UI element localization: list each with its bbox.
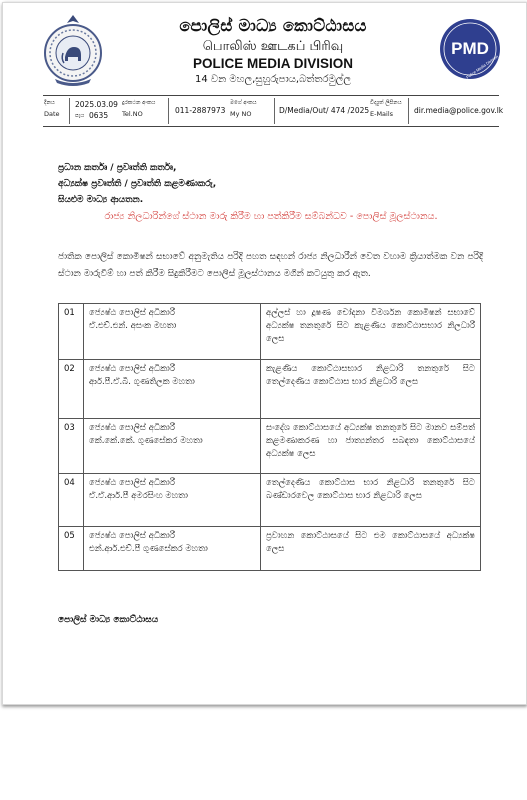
table-row: [59, 419, 481, 474]
officer-name: ඒ.ඒ.ආර්.පී අමරසිංහ මහතා: [89, 491, 188, 501]
assignment-cell: අල්ලස් හා දූෂණ චෝදනා විමර්ශන කොමිෂන් සභාවේ අධ්‍යක්ෂ තනතුරේ සිට කැළණිය කොට්ඨාසභාර නිලධාරී ලෙස: [261, 304, 481, 360]
footer-signature: පොලිස් මාධ්‍ය කොට්ඨාසය: [58, 615, 159, 625]
row-number: 03: [59, 419, 84, 474]
assignment-cell: ප්‍රවාහන කොට්ඨාසයේ සිට එම කොට්ඨාසයේ අධ්‍යක්ෂ ලෙස: [261, 527, 481, 571]
row-number: 05: [59, 527, 84, 571]
officer-rank: ජ්‍යෙෂ්ඨ පොලිස් අධිකාරී: [89, 423, 175, 433]
email-value: dir.media@police.gov.lk: [414, 106, 504, 115]
tel-label-en: Tel.NO: [122, 110, 143, 118]
tel-value: 011-2887973: [175, 106, 226, 115]
email-label-en: E-Mails: [370, 110, 394, 118]
header-rule-bottom: [43, 126, 499, 127]
officer-name: ඒ.එච්.එන්. අසංක මහතා: [89, 321, 177, 331]
meta-divider: [168, 98, 169, 124]
table-row: [59, 527, 481, 571]
time-value: 0635: [89, 111, 109, 120]
title-sinhala: පොලිස් මාධ්‍ය කොට්ඨාසය: [179, 16, 367, 35]
myno-value: D/Media/Out/ 474 /2025: [279, 106, 370, 115]
officer-rank: ජ්‍යෙෂ්ඨ පොලිස් අධිකාරී: [89, 364, 175, 374]
svg-text:PMD: PMD: [451, 39, 489, 58]
title-english: POLICE MEDIA DIVISION: [192, 56, 354, 71]
assignment-cell: තෙල්දෙණිය කොට්ඨාස භාර නිළධාරි තනතුරේ සිට බණ්ඩාරවෙල කොට්ඨාස භාර නිළධාරි ලෙස: [261, 474, 481, 527]
officer-name-cell: [84, 419, 261, 474]
tel-label-si: දුරකථන අංකය: [122, 100, 156, 106]
meta-divider: [274, 98, 275, 124]
row-number: 01: [59, 304, 84, 360]
time-label: පැය: [75, 113, 85, 119]
officer-name: කේ.කේ.කේ. ගුණසේකර මහතා: [89, 436, 203, 446]
table-row: [59, 474, 481, 527]
officer-name-cell: [84, 527, 261, 571]
assignment-cell: කැළණිය කොට්ඨාසභාර නිළධාරි තනතුරේ සිට තෙල්දෙණිය කොට්ඨාස භාර නිළධාරි ලෙස: [261, 360, 481, 419]
table-row: [59, 304, 481, 360]
date-label-si: දිනය: [44, 100, 55, 106]
officer-name-cell: [84, 360, 261, 419]
officer-rank: ජ්‍යෙෂ්ඨ පොලිස් අධිකාරී: [89, 478, 175, 488]
meta-divider: [408, 98, 409, 124]
officer-rank: ජ්‍යෙෂ්ඨ පොලිස් අධිකාරී: [89, 531, 175, 541]
transfers-table: [58, 303, 481, 571]
officer-rank: ජ්‍යෙෂ්ඨ පොලිස් අධිකාරී: [89, 308, 175, 318]
myno-label-en: My NO: [230, 110, 252, 118]
meta-divider: [69, 98, 70, 124]
date-label-en: Date: [44, 110, 60, 118]
myno-label-si: මගේ අංකය: [230, 100, 257, 106]
office-address: 14 වන මහල,සුහුරුපාය,බත්තරමුල්ල: [195, 74, 351, 85]
police-emblem-logo: [43, 13, 103, 87]
document-page: [2, 2, 527, 705]
email-label-si: විද්‍යුත් ලිපිනය: [370, 100, 402, 106]
officer-name: එන්.ආර්.එච්.පී ගුණසේකර මහතා: [89, 544, 208, 554]
addressee-line: ප්‍රධාන කර්තෘ / ප්‍රවෘත්ති කර්තෘ,: [58, 163, 177, 173]
pmd-logo: [439, 18, 501, 80]
body-paragraph: ජාතික පොලිස් කොමිෂන් සභාවේ අනුමැතිය පරිදි පහත සඳහන් රාජ්‍ය නිලධාරීන් වෙත වහාම ක්‍රියාත්මක වන පරිදි ස්ථාන මාරුවීම් හා පත් කිරීම සිදුකිරීමට පොලිස් මූලස්ථානය මගින් කටයුතු කර ඇත.: [58, 252, 483, 279]
addressee-line: අධ්‍යක්ෂ ප්‍රවෘත්ති / ප්‍රවෘත්ති කළමණාකරු,: [58, 179, 217, 189]
officer-name: ආර්.පී.ඒ.බී. ගුණතිලක මහතා: [89, 377, 195, 387]
letter-subject: රාජ්‍ය නිලධාරින්ගේ ස්ථාන මාරු කිරීම හා පත්කිරීම සම්බන්ධව - පොලිස් මූලස්ථානය.: [104, 211, 438, 222]
date-value: 2025.03.09: [75, 100, 118, 109]
title-tamil: பொலிஸ் ஊடகப் பிரிவு: [202, 39, 344, 54]
svg-text:Police Media Division: Police Media Division: [465, 53, 500, 80]
assignment-cell: සංදේශ කොට්ඨාසයේ අධ්‍යක්ෂ තනතුරේ සිට මානව සම්පත් කළමණාකරණ හා ජාත්‍යන්තර සබඳතා කොට්ඨාසයේ අධ්‍යක්ෂ ලෙස: [261, 419, 481, 474]
row-number: 04: [59, 474, 84, 527]
officer-name-cell: [84, 474, 261, 527]
addressee-line: සියළුම මාධ්‍ය ආයතන.: [58, 195, 144, 205]
header-rule-top: [43, 95, 499, 96]
table-row: [59, 360, 481, 419]
row-number: 02: [59, 360, 84, 419]
officer-name-cell: [84, 304, 261, 360]
